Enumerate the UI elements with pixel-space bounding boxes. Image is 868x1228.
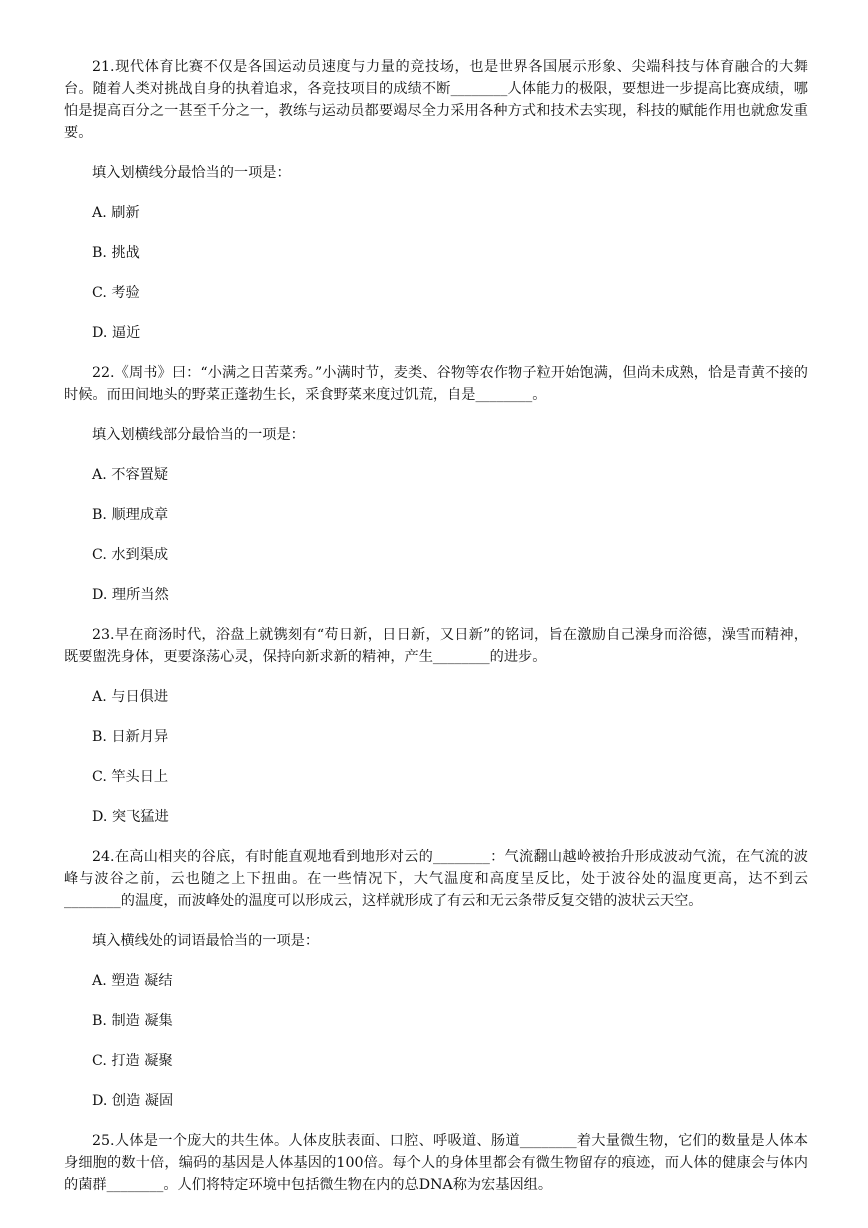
- question-text: 24.在高山相夹的谷底，有时能直观地看到地形对云的________：气流翻山越岭被抬升形成波动气流，在气流的波峰与波谷之前，云也随之上下扭曲。在一些情况下，大气温度和高度呈反比，处于波谷处的温度更高，达不到云________的温度，而波峰处的温度可以形成云，这样就形成了有云和无云条带反复交错的波状云天空。: [64, 849, 808, 909]
- question-text: 22.《周书》曰：“小满之日苦菜秀。”小满时节，麦类、谷物等农作物子粒开始饱满，但尚未成熟，恰是青黄不接的时候。而田间地头的野菜正蓬勃生长，采食野菜来度过饥荒，自是________。: [64, 365, 808, 403]
- option-list: [64, 464, 808, 606]
- option-a: A. 塑造 凝结: [92, 973, 173, 989]
- option-b: B. 制造 凝集: [92, 1013, 173, 1029]
- option-list: [64, 202, 808, 344]
- option-list: [64, 970, 808, 1112]
- question-24: [64, 846, 808, 1112]
- option-d: D. 创造 凝固: [92, 1093, 174, 1109]
- question-22: [64, 362, 808, 606]
- question-prompt: 填入横线处的词语最恰当的一项是：: [92, 933, 320, 949]
- option-d: D. 逼近: [92, 325, 141, 341]
- question-text: 25.人体是一个庞大的共生体。人体皮肤表面、口腔、呼吸道、肠道________着大量微生物，它们的数量是人体本身细胞的数十倍，编码的基因是人体基因的100倍。每个人的身体里都会有微生物留存的痕迹，而人体的健康会与体内的菌群________。人们将特定环境中包括微生物在内的总DNA称为宏基因组。: [64, 1133, 808, 1193]
- option-d: D. 理所当然: [92, 587, 169, 603]
- document-page: [64, 56, 808, 1214]
- question-text: 23.早在商汤时代，浴盘上就镌刻有“苟日新，日日新，又日新”的铭词，旨在激励自己澡身而浴德，澡雪而精神，既要盥洗身体，更要涤荡心灵，保持向新求新的精神，产生________的进步。: [64, 627, 808, 665]
- question-prompt: 填入划横线部分最恰当的一项是：: [92, 427, 305, 443]
- question-prompt: 填入划横线分最恰当的一项是：: [92, 165, 291, 181]
- option-list: [64, 686, 808, 828]
- option-b: B. 日新月异: [92, 729, 169, 745]
- question-23: [64, 624, 808, 828]
- option-c: C. 打造 凝聚: [92, 1053, 173, 1069]
- question-25: [64, 1130, 808, 1196]
- question-text: 21.现代体育比赛不仅是各国运动员速度与力量的竞技场，也是世界各国展示形象、尖端科技与体育融合的大舞台。随着人类对挑战自身的执着追求，各竞技项目的成绩不断________人体能力的极限，要想进一步提高比赛成绩，哪怕是提高百分之一甚至千分之一，教练与运动员都要竭尽全力采用各种方式和技术去实现，科技的赋能作用也就愈发重要。: [64, 59, 808, 141]
- option-d: D. 突飞猛进: [92, 809, 169, 825]
- option-c: C. 水到渠成: [92, 547, 169, 563]
- option-c: C. 考验: [92, 285, 140, 301]
- option-a: A. 刷新: [92, 205, 140, 221]
- option-b: B. 顺理成章: [92, 507, 169, 523]
- question-21: [64, 56, 808, 344]
- option-c: C. 竿头日上: [92, 769, 169, 785]
- option-a: A. 与日俱进: [92, 689, 169, 705]
- option-a: A. 不容置疑: [92, 467, 169, 483]
- option-b: B. 挑战: [92, 245, 140, 261]
